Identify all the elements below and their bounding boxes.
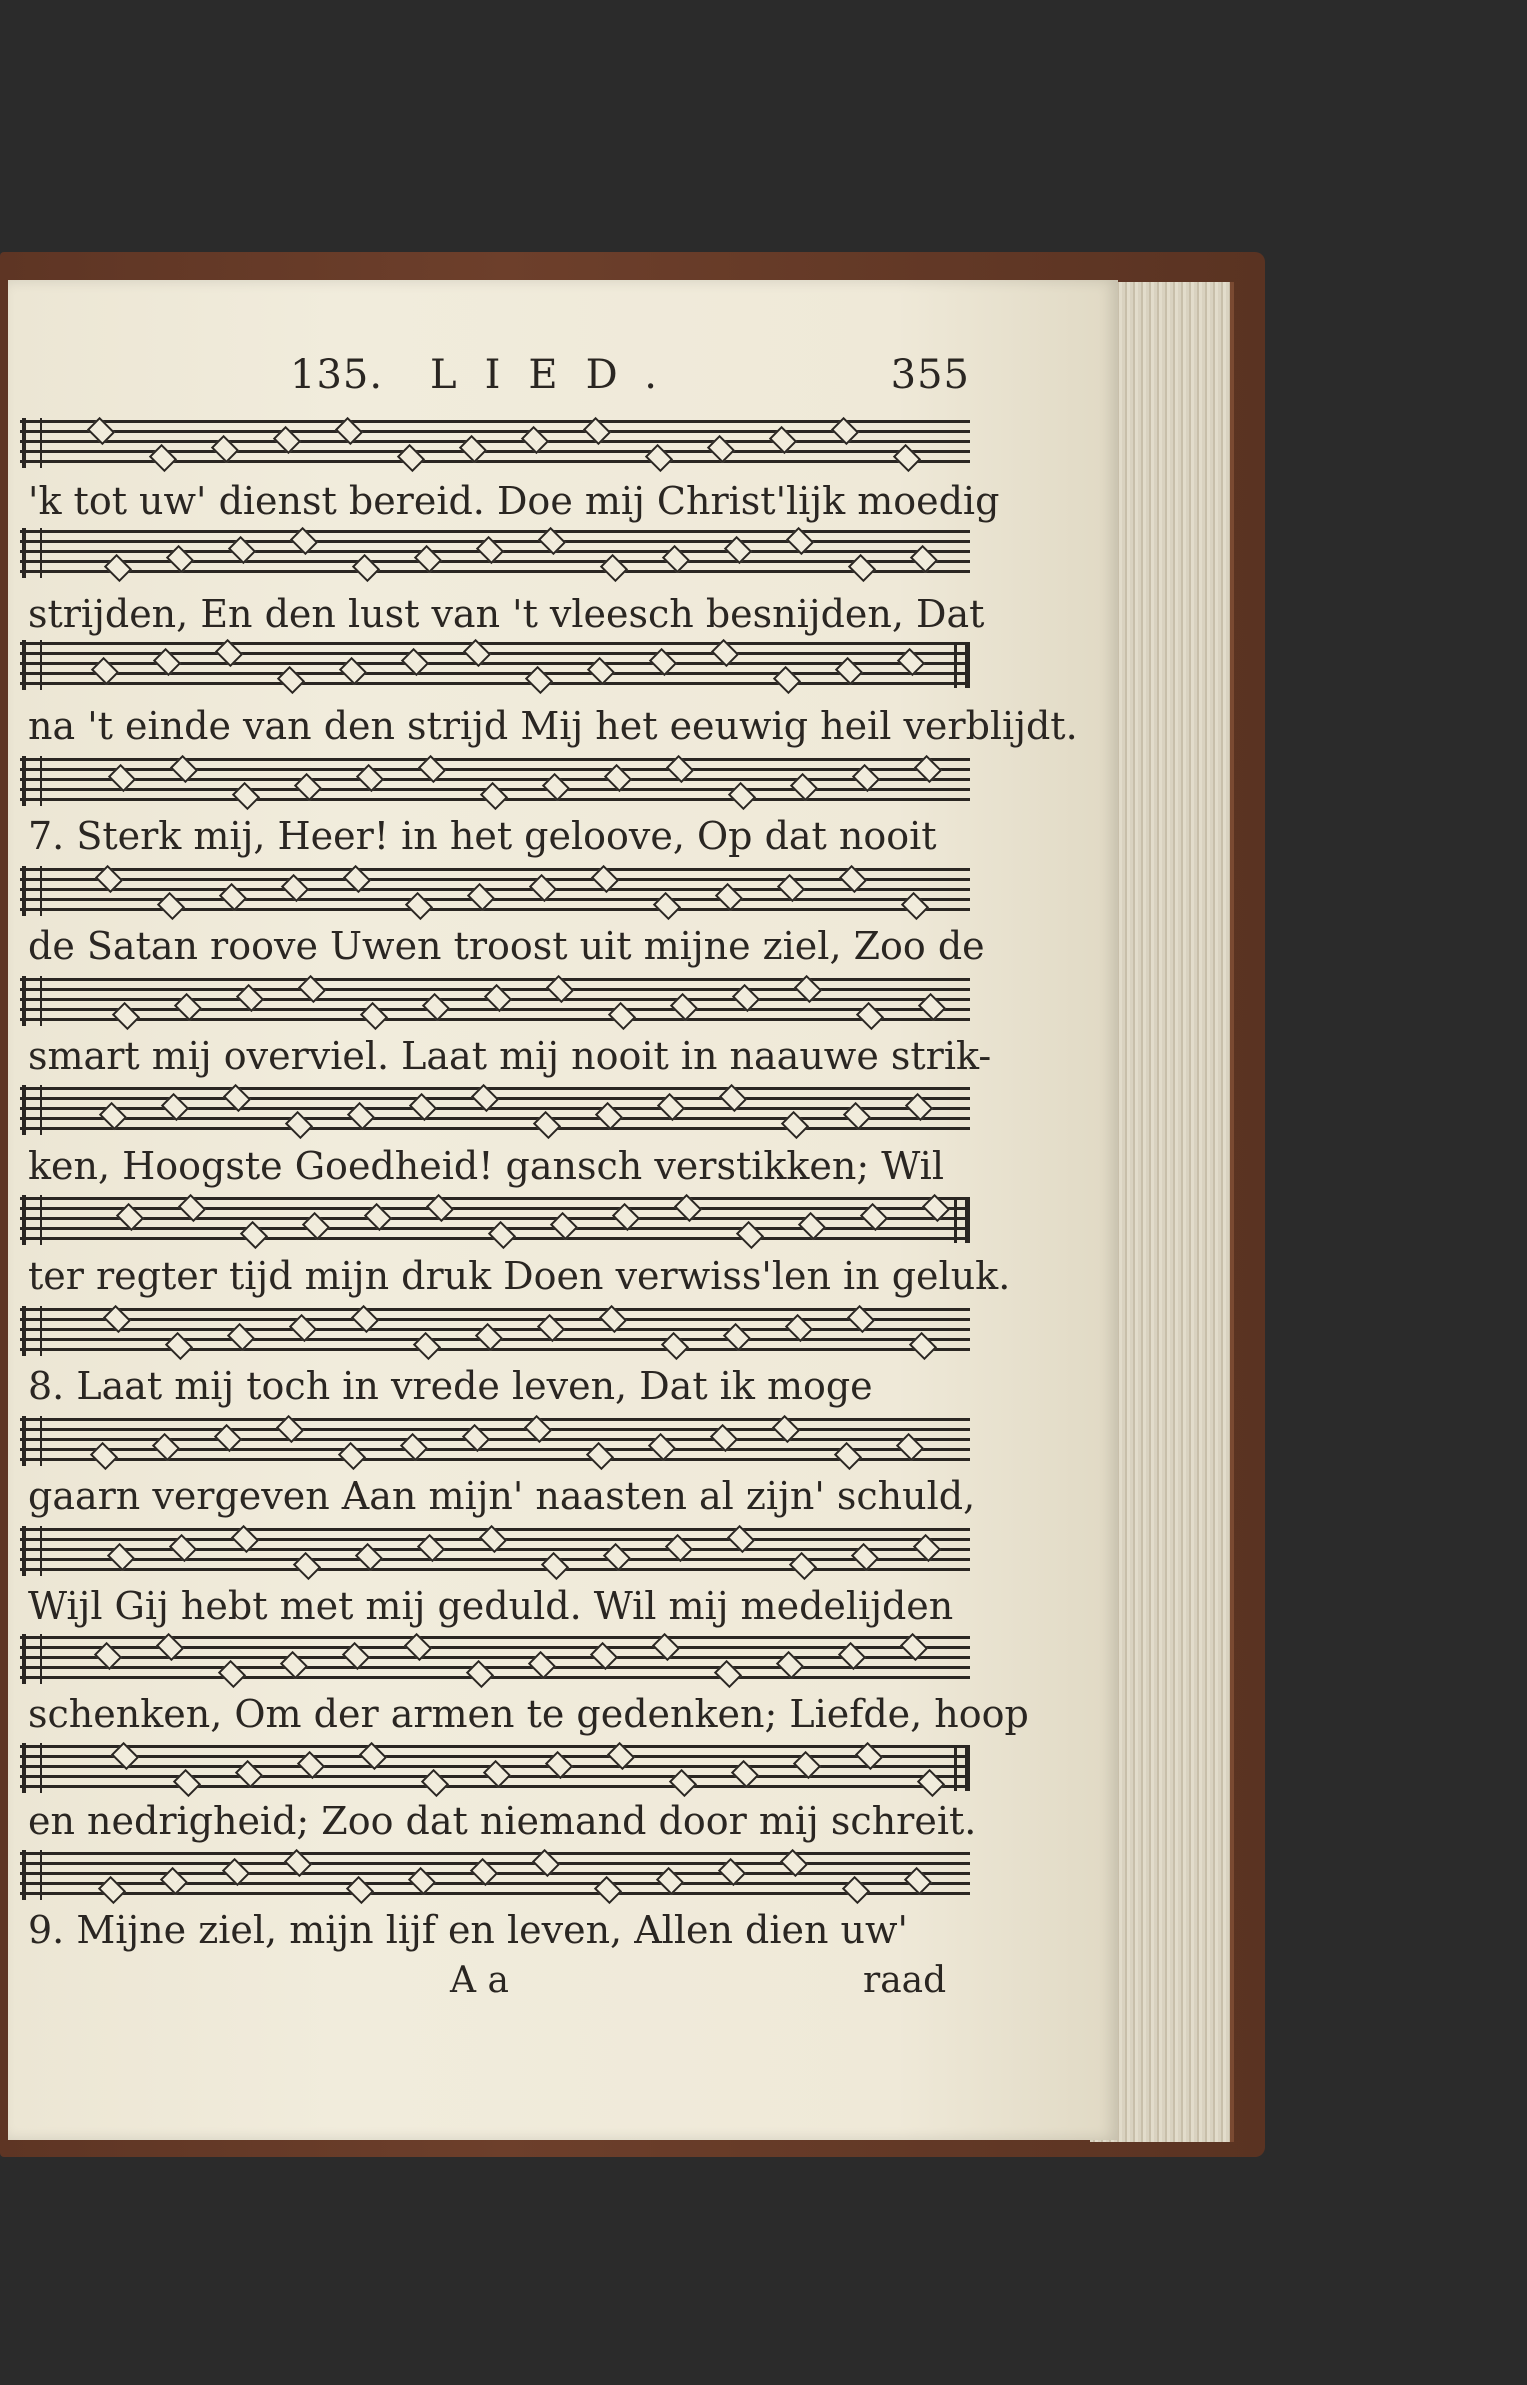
note-head [662,545,690,573]
page-number: 355 [890,352,970,398]
note-head [417,1534,445,1562]
note-head [280,1651,308,1679]
note-head [896,1433,924,1461]
note-head [715,883,743,911]
note-head [231,1525,259,1553]
note-head [674,1194,702,1222]
note-head [297,1751,325,1779]
note-head [222,1858,250,1886]
music-staff [20,1745,970,1791]
note-head [335,417,363,445]
note-head [603,1543,631,1571]
note-head [587,657,615,685]
note-head [711,639,739,667]
lyric-line: 7. Sterk mij, Heer! in het geloove, Op dat nooit [28,814,937,858]
lyric-line: en nedrigheid; Zoo dat niemand door mij schreit. [28,1799,977,1843]
music-staff [20,642,970,688]
note-head [418,755,446,783]
music-staff [20,1528,970,1574]
note-head [599,1305,627,1333]
note-head [401,648,429,676]
note-head [409,1093,437,1121]
note-head [793,1751,821,1779]
note-head [160,1867,188,1895]
note-head [91,657,119,685]
lyric-line: Wijl Gij hebt met mij geduld. Wil mij medelijden [28,1584,954,1628]
note-head [426,1194,454,1222]
note-head [463,639,491,667]
note-head [422,993,450,1021]
note-head [356,764,384,792]
note-head [724,536,752,564]
note-head [652,1633,680,1661]
note-head [289,1314,317,1342]
note-head [414,545,442,573]
note-head [462,1424,490,1452]
note-head [404,1633,432,1661]
note-head [302,1212,330,1240]
note-head [769,426,797,454]
note-head [471,1084,499,1112]
note-head [343,865,371,893]
note-head [94,1642,122,1670]
note-head [161,1093,189,1121]
note-head [665,1534,693,1562]
note-head [116,1203,144,1231]
note-head [281,874,309,902]
note-head [542,773,570,801]
note-head [483,1760,511,1788]
note-head [273,426,301,454]
note-head [400,1433,428,1461]
note-head [727,1525,755,1553]
note-head [528,1651,556,1679]
note-head [776,1651,804,1679]
catchword: raad [863,1960,947,2001]
note-head [153,648,181,676]
note-head [108,764,136,792]
note-head [294,773,322,801]
note-head [364,1203,392,1231]
note-head [843,1102,871,1130]
lyric-line: smart mij overviel. Laat mij nooit in naauwe strik- [28,1034,992,1078]
note-head [228,536,256,564]
note-head [913,1534,941,1562]
note-head [532,1849,560,1877]
note-head [545,1751,573,1779]
music-staff [20,530,970,576]
note-head [772,1415,800,1443]
note-head [583,417,611,445]
note-head [860,1203,888,1231]
note-head [467,883,495,911]
note-head [537,1314,565,1342]
note-head [342,1642,370,1670]
note-head [215,639,243,667]
note-head [707,435,735,463]
music-staff [20,1087,970,1133]
note-head [914,755,942,783]
note-head [223,1084,251,1112]
note-head [656,1867,684,1895]
note-head [476,536,504,564]
note-head [351,1305,379,1333]
note-head [604,764,632,792]
note-head [214,1424,242,1452]
note-head [904,1867,932,1895]
note-head [166,545,194,573]
note-head [786,527,814,555]
note-head [475,1323,503,1351]
lyric-line: ken, Hoogste Goedheid! gansch verstikken; Wil [28,1144,944,1188]
note-head [408,1867,436,1895]
lyric-line: ter regter tijd mijn druk Doen verwiss'len in geluk. [28,1254,1011,1298]
note-head [855,1742,883,1770]
note-head [852,764,880,792]
note-head [470,1858,498,1886]
note-head [918,993,946,1021]
note-head [276,1415,304,1443]
note-head [835,657,863,685]
note-head [798,1212,826,1240]
note-head [538,527,566,555]
note-head [95,865,123,893]
page-header [290,352,970,412]
lyric-line: na 't einde van den strijd Mij het eeuwig heil verblijdt. [28,704,1078,748]
note-head [670,993,698,1021]
note-head [591,865,619,893]
note-head [732,984,760,1012]
music-staff [20,758,970,804]
note-head [235,1760,263,1788]
note-head [87,417,115,445]
note-head [524,1415,552,1443]
note-head [657,1093,685,1121]
lyric-line: gaarn vergeven Aan mijn' naasten al zijn' schuld, [28,1474,976,1518]
note-head [99,1102,127,1130]
note-head [339,657,367,685]
music-staff [20,1636,970,1682]
note-head [710,1424,738,1452]
note-head [595,1102,623,1130]
note-head [550,1212,578,1240]
note-head [484,984,512,1012]
lyric-line: schenken, Om der armen te gedenken; Liefde, hoop [28,1692,1029,1736]
signature-mark: A a [450,1960,509,2001]
note-head [718,1858,746,1886]
note-head [170,755,198,783]
music-staff [20,868,970,914]
music-staff [20,1197,970,1243]
note-head [785,1314,813,1342]
note-head [219,883,247,911]
note-head [107,1543,135,1571]
note-head [780,1849,808,1877]
note-head [790,773,818,801]
note-head [831,417,859,445]
note-head [794,975,822,1003]
note-head [910,545,938,573]
note-head [719,1084,747,1112]
note-head [156,1633,184,1661]
note-head [298,975,326,1003]
note-head [479,1525,507,1553]
lyric-line: de Satan roove Uwen troost uit mijne ziel, Zoo de [28,924,985,968]
hymn-number: 135. [290,352,384,398]
note-head [905,1093,933,1121]
note-head [777,874,805,902]
note-head [649,648,677,676]
note-head [355,1543,383,1571]
note-head [838,1642,866,1670]
note-head [607,1742,635,1770]
note-head [174,993,202,1021]
note-head [847,1305,875,1333]
music-staff [20,978,970,1024]
note-head [590,1642,618,1670]
note-head [529,874,557,902]
note-head [839,865,867,893]
note-head [284,1849,312,1877]
note-head [347,1102,375,1130]
note-head [897,648,925,676]
note-head [227,1323,255,1351]
note-head [236,984,264,1012]
note-head [459,435,487,463]
music-staff [20,1852,970,1898]
lyric-line: 8. Laat mij toch in vrede leven, Dat ik moge [28,1364,873,1408]
note-head [666,755,694,783]
note-head [612,1203,640,1231]
music-staff [20,1308,970,1354]
note-head [546,975,574,1003]
note-head [169,1534,197,1562]
note-head [152,1433,180,1461]
note-head [178,1194,206,1222]
note-head [851,1543,879,1571]
note-head [731,1760,759,1788]
lyric-line: 'k tot uw' dienst bereid. Doe mij Christ'lijk moedig [28,479,1000,523]
music-staff [20,420,970,466]
note-head [359,1742,387,1770]
note-head [211,435,239,463]
note-head [922,1194,950,1222]
lyric-line: 9. Mijne ziel, mijn lijf en leven, Allen dien uw' [28,1908,908,1952]
note-head [290,527,318,555]
note-head [900,1633,928,1661]
note-head [521,426,549,454]
note-head [103,1305,131,1333]
lyric-line: strijden, En den lust van 't vleesch besnijden, Dat [28,592,985,636]
note-head [111,1742,139,1770]
note-head [648,1433,676,1461]
running-title: LIED. [430,352,685,398]
note-head [723,1323,751,1351]
music-staff [20,1418,970,1464]
